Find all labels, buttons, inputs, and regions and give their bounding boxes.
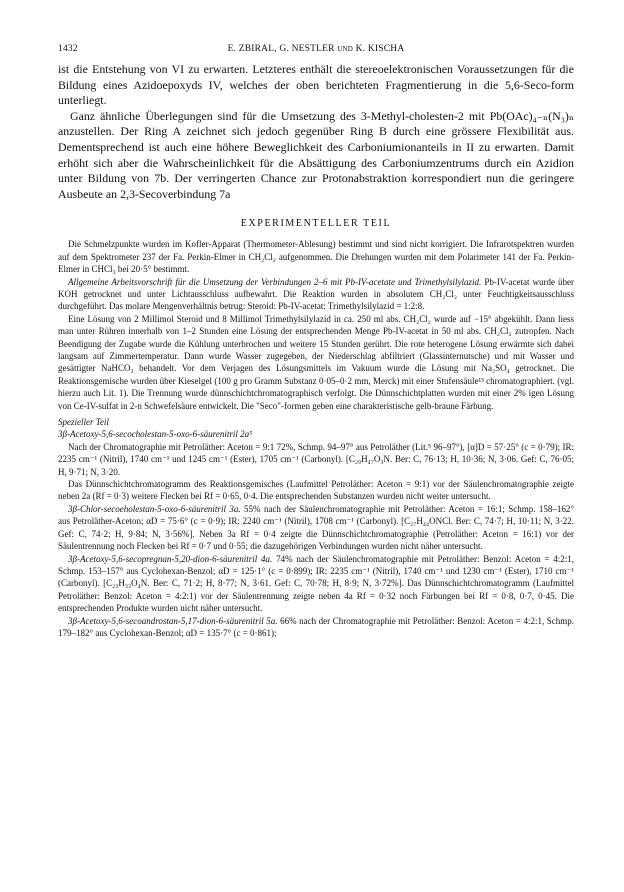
- page: [58, 44, 574, 639]
- procedure-title: Allgemeine Arbeitsvorschrift für die Umsetzung der Verbindungen 2–6 mit Pb-IV-acetate und Trimethylsilylazid.: [68, 276, 482, 287]
- compound-title: 3β-Chlor-secoeholestan-5-oxo-6-säurenitril 3a.: [68, 503, 241, 514]
- running-authors: E. ZBIRAL, G. NESTLER und K. KISCHA: [227, 44, 405, 54]
- experimental-section: [58, 238, 574, 639]
- page-number: 1432: [58, 44, 78, 54]
- compound-title: 3β-Acetoxy-5,6-secopregnan-5,20-dion-6-säurenitril 4a.: [68, 553, 273, 564]
- compound-entry: [58, 615, 574, 640]
- section-heading: EXPERIMENTELLER TEIL: [240, 218, 392, 230]
- compound-text: 66% nach der Chromatographie mit Petroläther: Benzol: Aceton = 4:2:1, Schmp. 179–182° aus Cyclohexan-Benzol; αD = 135·7° (c = 0·861);: [58, 615, 574, 638]
- discussion-text: [58, 62, 574, 202]
- compound-title: 3β-Acetoxy-5,6-secocholestan-5-oxo-6-säurenitril 2a⁵: [58, 429, 253, 440]
- procedure-text: Pb-IV-acetat wurde über KOH getrocknet und unter Lichtausschluss aufbewahrt. Die Reaktion wurden in absolutem CH₂Cl₂ unter Feuchtigkeitsausschluss durchgeführt. Das molare Mengenverhältnis betrug: Steroid: Pb-IV-acetat: Trimethylsilylazid = 1:2:8.: [58, 276, 575, 312]
- compound-entry: [58, 503, 574, 553]
- compound-entry: [58, 553, 574, 615]
- exp-paragraph: Eine Lösung von 2 Millimol Steroid und 8 Millimol Trimethylsilylazid in ca. 250 ml abs. CH₂Cl₂ wurde auf −15° abgekühlt. Dann liess man unter Rühren innerhalb von 1–2 Stunden eine Lösung der entsprechenden Menge Pb-IV-acetat in 50 ml abs. CH₂Cl₂ zutropfen. Nach Beendigung der Zugabe wurde die Kühlung unterbrochen und weitere 15 Stunden gerührt. Die rote heterogene Lösung erwärmte sich dabei langsam auf Zimmertemperatur. Dann wurde Wasser zugegeben, der Niederschlag abfiltriert (Glassinternutsche) und mit Wasser und gesättigter NaHCO₃ behandelt. Vor dem Verjagen des Lösungsmittels im Vakuum wurde die Lösung mit Na₂SO₄ getrocknet. Die Reaktionsgemische wurden über Kieselgel (100 g pro Gramm Substanz 0·05–0·2 mm, Merck) mit einer Stufensäule¹³ chromatographiert. (vgl. hierzu auch Lit. 1). Die Trennung wurde dünnschichtchromatographisch verfolgt. Die Dünnschichtplatten wurden mit einer 2% igen Lösung von Ce-IV-sulfat in 2-n Schwefelsäure entwickelt. Die "Seco"-formen geben eine charakteristische gelb-braune Färbung.: [58, 313, 574, 411]
- running-header: [58, 44, 574, 54]
- exp-paragraph: Die Schmelzpunkte wurden im Kofler-Apparat (Thermometer-Ablesung) bestimmt und sind nicht korrigiert. Die Infrarotspektren wurden auf dem Spektrometer 237 der Fa. Perkin-Elmer in CH₂Cl₂ aufgenommen. Die Drehungen wurden mit dem Polarimeter 141 der Fa. Perkin-Elmer in CHCl₃ bei 20·5° bestimmt.: [58, 239, 574, 275]
- compound-text: 55% nach der Säulenchromatographie mit Petroläther: Aceton = 16:1; Schmp. 158–162° aus Petroläther-Aceton; αD = 75·6° (c = 0·9); IR: 2240 cm⁻¹ (Nitril), 1708 cm⁻¹ (Carbonyl). [C₂₇H₄₄ONCl. Ber: C, 74·7; H, 10·11; N, 3·22. Gef: C, 74·2; H, 9·84; N, 3·56%]. Neben 3a Rf = 0·4 zeigte die Dünnschichtchromatographie (Petroläther: Aceton = 16:1) vor der Säulentrennung noch Flecken bei Rf = 0·7 und 0·55; die dazugehörigen Verbindungen wurden nicht näher untersucht.: [58, 503, 574, 552]
- exp-paragraph: [58, 276, 574, 313]
- compound-title: 3β-Acetoxy-5,6-secoandrostan-5,17-dion-6-säurenitril 5a.: [68, 615, 278, 626]
- subsection-heading: Spezieller Teil: [58, 417, 109, 428]
- compound-text: Nach der Chromatographie mit Petroläther: Aceton = 9:1 72%, Schmp. 94–97° aus Petroläther (Lit.⁵ 96–97°), [α]D = 57·25° (c = 0·79); IR: 2235 cm⁻¹ (Nitril), 1740 cm⁻¹ und 1245 cm⁻¹ (Ester), 1705 cm⁻¹ (Carbonyl). [C₂₉H₄₇O₃N. Ber: C, 76·13; H, 10·36; N, 3·06. Gef: C, 76·05; H, 9·71; N, 3·20.: [58, 441, 574, 477]
- body-paragraph: Ganz ähnliche Überlegungen sind für die Umsetzung des 3-Methyl-cholesten-2 mit Pb(OAc)₄₋ₙ(N₃)ₙ anzustellen. Der Ring A zeichnet sich jedoch gegenüber Ring B durch eine grössere Flexibilität aus. Dementsprechend ist auch eine höhere Beweglichkeit des Carboniumionanteils in II zu erwarten. Damit erhöht sich aber die Wahrscheinlichkeit für die Absättigung des Carboniumzentrums durch ein Azidion unter Bildung von 7b. Der verringerten Chance zur Protonabstraktion korrespondiert nun die geringere Ausbeute an 2,3-Secoverbindung 7a: [58, 108, 574, 201]
- compound-text: 74% nach der Säulenchromatographie mit Petroläther: Benzol: Aceton = 4:2:1, Schmp. 153–157° aus Cyclohexan-Benzol; αD = 125·1° (c = 0·899); IR: 2235 cm⁻¹ (Nitril), 1740 cm⁻¹ und 1230 cm⁻¹ (Ester), 1710 cm⁻¹ (Carbonyl). [C₂₃H₃₃O₄N. Ber: C, 71·2; H, 8·77; N, 3·61. Gef: C, 70·78; H, 8·9; N, 3·72%]. Das Dünnschichtchromatogramm (Laufmittel Petroläther: Benzol: Aceton = 4:2:1) vor der Säulentrennung zeigte neben 4a Rf = 0·32 noch Färbungen bei Rf = 0·8, 0·7, 0·45. Die entsprechenden Produkte wurden nicht näher untersucht.: [58, 553, 575, 614]
- compound-text: Das Dünnschichtchromatogramm des Reaktionsgemisches (Laufmittel Petroläther: Aceton = 9:1) vor der Säulenchromatographie zeigte neben 2a (Rf = 0·3) weitere Flecken bei Rf = 0·65, 0·4. Die entsprechenden Substanzen wurden nicht weiter untersucht.: [58, 479, 574, 502]
- body-paragraph: ist die Entstehung von VI zu erwarten. Letzteres enthält die stereoelektronischen Voraussetzungen für die Bildung eines Azidoepoxyds IV, welches der oben berichteten Fragmentierung in die 5,6-Seco-form unterliegt.: [58, 62, 574, 108]
